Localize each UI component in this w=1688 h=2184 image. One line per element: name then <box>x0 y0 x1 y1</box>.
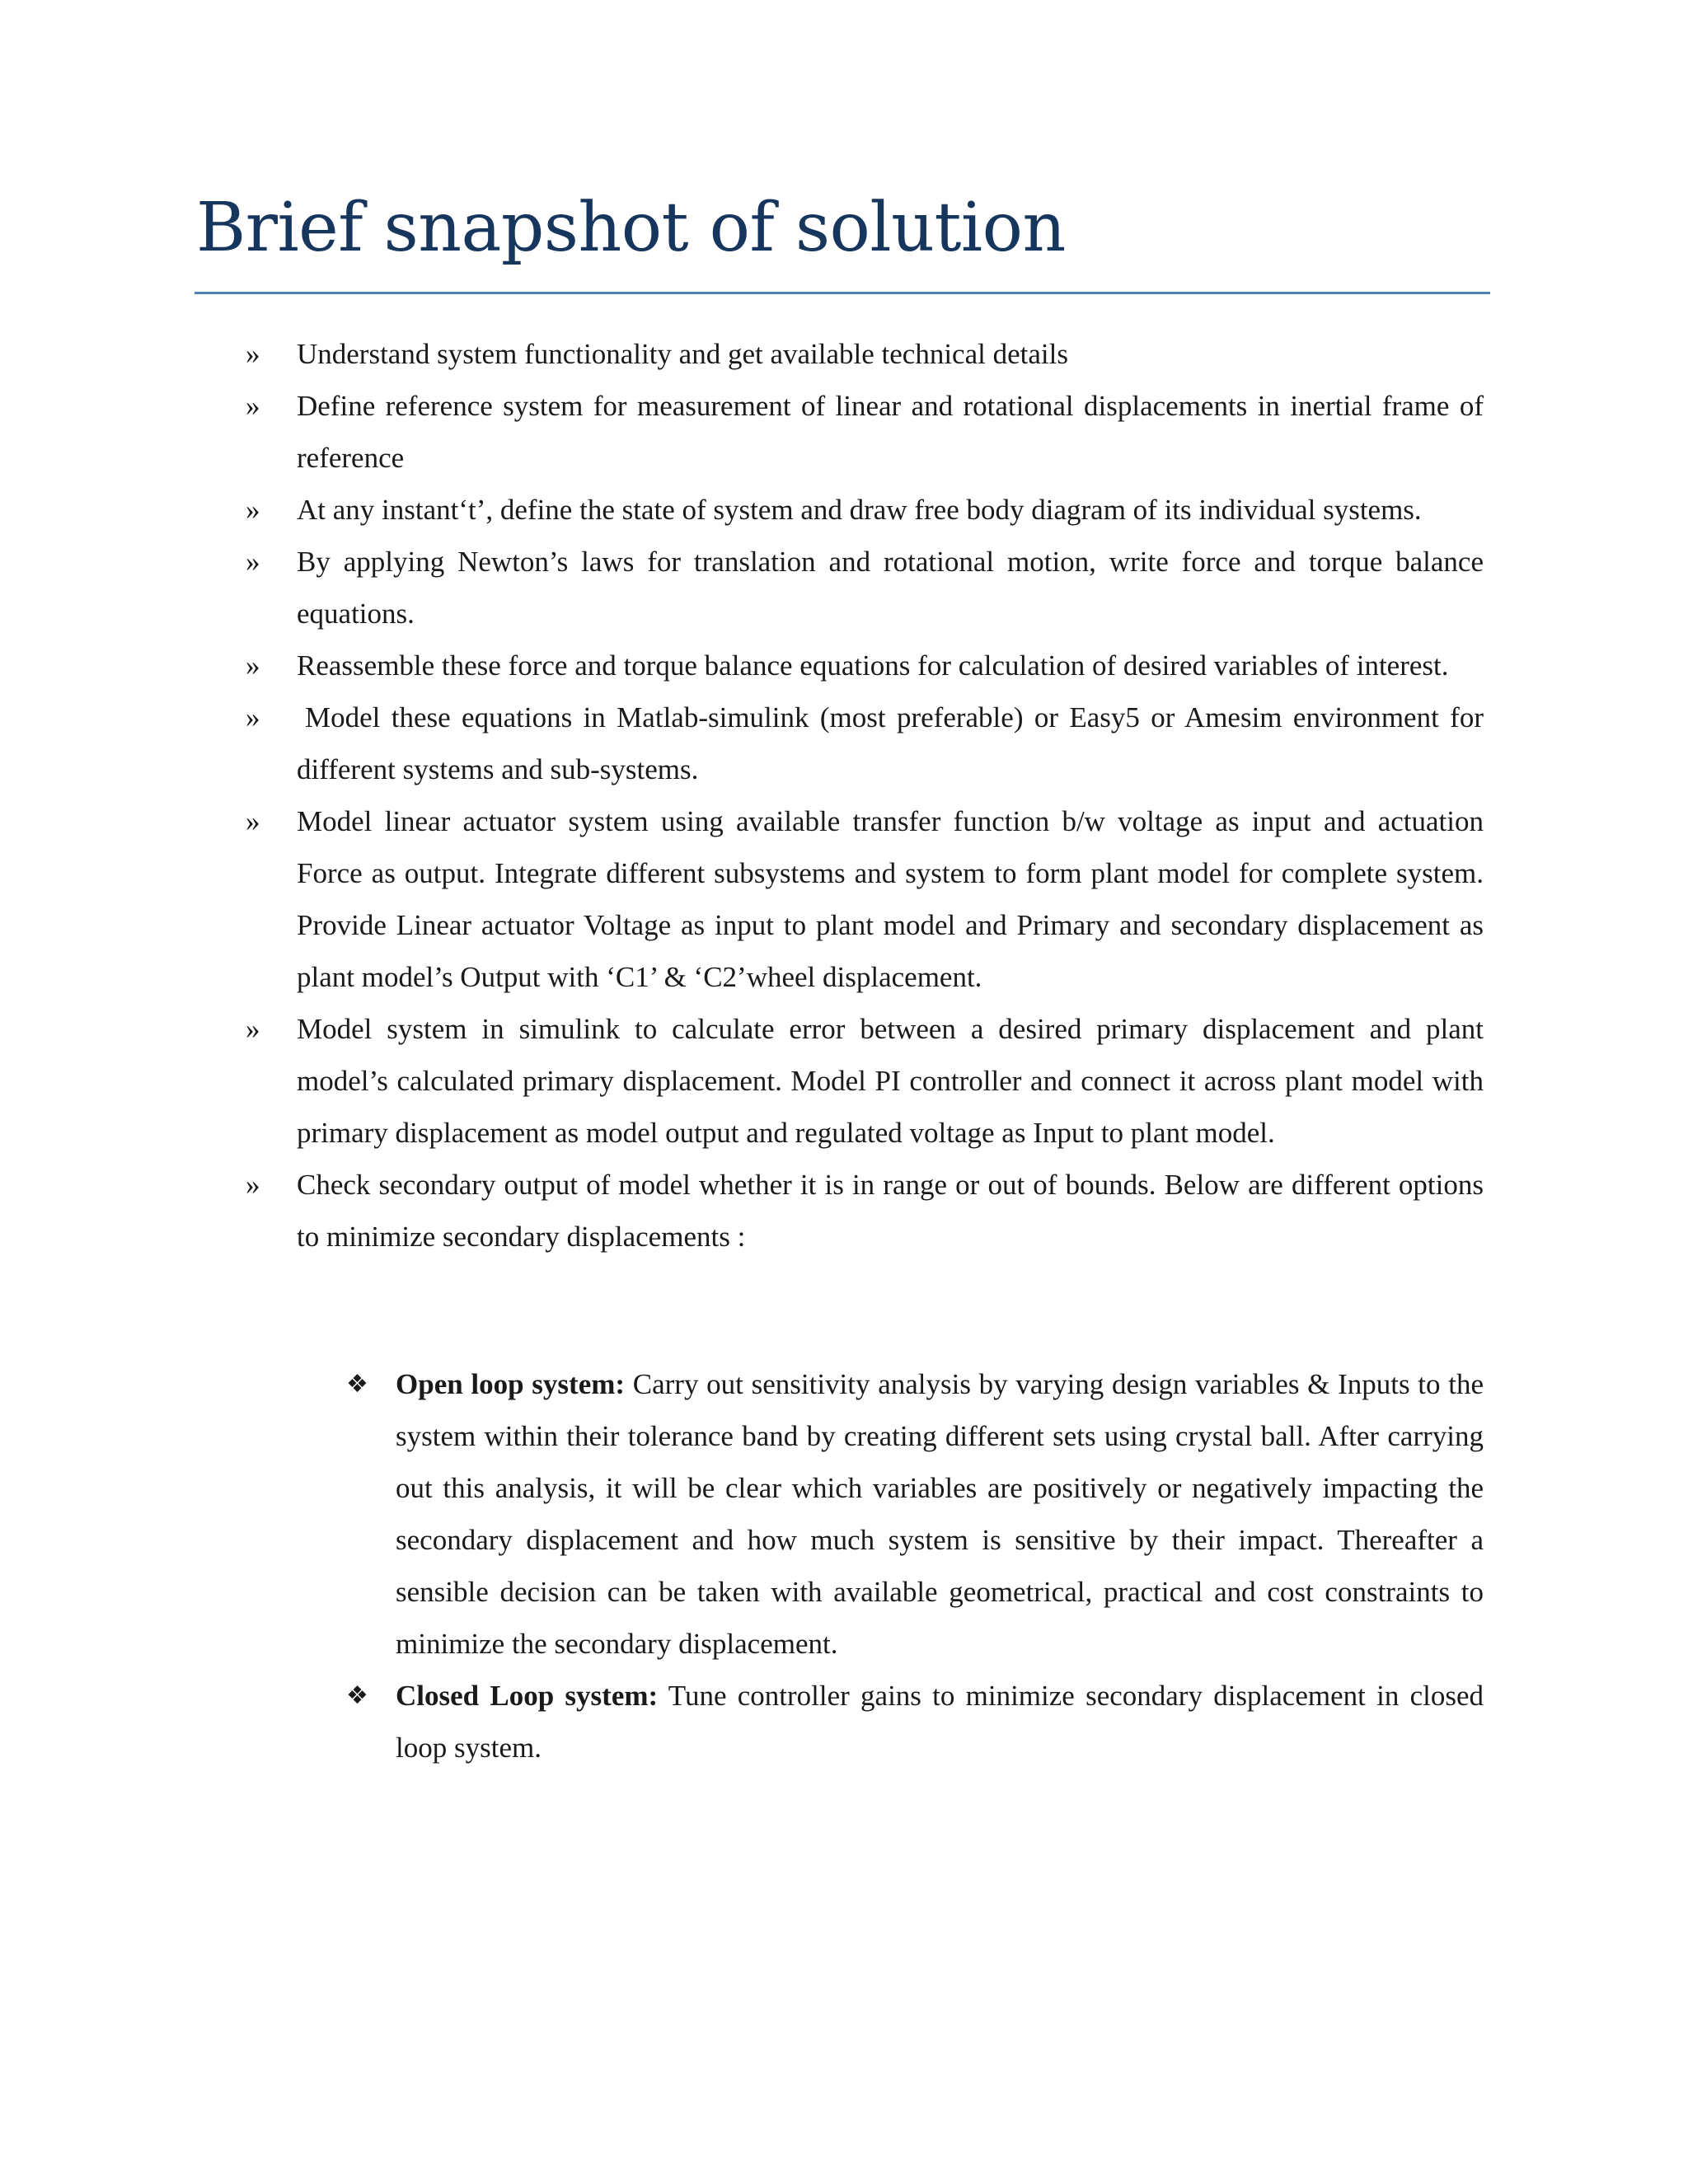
step-text: By applying Newton’s laws for translation and rotational motion, write force and torque balance equations. <box>297 546 1484 630</box>
diamond-bullet-icon: ❖ <box>346 1681 368 1710</box>
solution-step-6 <box>0 691 1484 795</box>
step-text: Model these equations in Matlab-simulink (most preferable) or Easy5 or Amesim environment for different systems and sub-systems. <box>297 701 1484 785</box>
option-open-loop <box>0 1358 1484 1670</box>
solution-step-8 <box>0 1003 1484 1159</box>
solution-step-1 <box>0 328 1484 380</box>
option-closed-loop <box>0 1670 1484 1774</box>
step-text: At any instant‘t’, define the state of system and draw free body diagram of its individual systems. <box>297 494 1422 526</box>
option-text: Carry out sensitivity analysis by varying design variables & Inputs to the system within their tolerance band by creating different sets using crystal ball. After carrying out this analysis, it will be clear which variables are positively or negatively impacting the secondary displacement and how much system is sensitive by their impact. Thereafter a sensible decision can be taken with available geometrical, practical and cost constraints to minimize the secondary displacement. <box>396 1368 1484 1660</box>
bullet-marker: » <box>246 494 260 526</box>
step-text: Understand system functionality and get available technical details <box>297 338 1068 370</box>
option-label: Closed Loop system: <box>396 1680 659 1712</box>
step-text: Model system in simulink to calculate error between a desired primary displacement and plant model’s calculated primary displacement. Model PI controller and connect it across plant model with primary displacement as model output and regulated voltage as Input to plant model. <box>297 1013 1484 1149</box>
diamond-bullet-icon: ❖ <box>346 1370 368 1399</box>
solution-step-3 <box>0 484 1484 536</box>
solution-steps-list <box>0 328 1688 1263</box>
bullet-marker: » <box>246 390 260 422</box>
step-text: Model linear actuator system using available transfer function b/w voltage as input and actuation Force as output. Integrate different subsystems and system to form plant model for complete system. Provide Linear actuator Voltage as input to plant model and Primary and secondary displacement as plant model’s Output with ‘C1’ & ‘C2’wheel displacement. <box>297 805 1484 993</box>
bullet-marker: » <box>246 649 260 682</box>
solution-step-4 <box>0 536 1484 640</box>
minimization-options-list <box>0 1358 1688 1774</box>
option-label: Open loop system: <box>396 1368 626 1400</box>
bullet-marker: » <box>246 338 260 370</box>
solution-step-7 <box>0 795 1484 1003</box>
solution-step-9 <box>0 1159 1484 1263</box>
step-text: Reassemble these force and torque balance equations for calculation of desired variables of interest. <box>297 649 1449 682</box>
option-text: Tune controller gains to minimize secondary displacement in closed loop system. <box>396 1680 1484 1764</box>
page-title: Brief snapshot of solution <box>196 189 1066 267</box>
solution-step-2 <box>0 380 1484 484</box>
bullet-marker: » <box>246 701 260 733</box>
title-underline-divider <box>195 292 1490 294</box>
bullet-marker: » <box>246 805 260 837</box>
bullet-marker: » <box>246 1169 260 1201</box>
step-text: Define reference system for measurement of linear and rotational displacements in inertial frame of reference <box>297 390 1484 474</box>
step-text: Check secondary output of model whether it is in range or out of bounds. Below are different options to minimize secondary displacements : <box>297 1169 1484 1253</box>
bullet-marker: » <box>246 546 260 578</box>
solution-step-5 <box>0 640 1484 691</box>
bullet-marker: » <box>246 1013 260 1045</box>
